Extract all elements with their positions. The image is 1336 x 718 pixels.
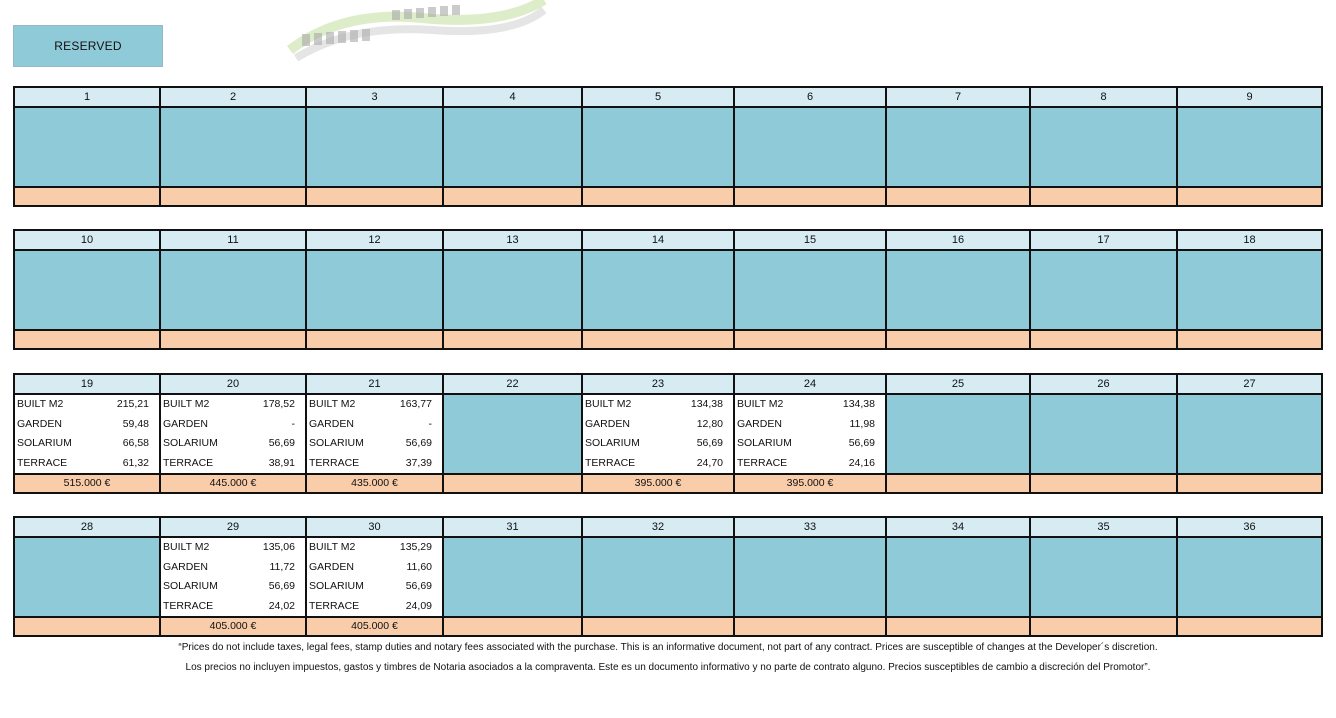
spec-value: 56,69 <box>405 580 432 592</box>
spec-value: 37,39 <box>405 456 432 469</box>
spec-built <box>15 395 159 415</box>
unit-number: 13 <box>443 230 582 250</box>
unit-price <box>886 187 1030 206</box>
spec-value: 24,70 <box>696 456 723 469</box>
spec-terrace <box>161 454 305 474</box>
unit-block-4 <box>13 516 1323 637</box>
spec-terrace <box>583 454 733 474</box>
unit-number: 7 <box>886 87 1030 107</box>
unit-price <box>1030 187 1177 206</box>
spec-label: BUILT M2 <box>163 541 210 553</box>
spec-value: 135,29 <box>399 541 432 553</box>
spec-value: - <box>291 417 295 430</box>
spec-value: 11,98 <box>849 417 875 430</box>
spec-value: 56,69 <box>696 437 723 449</box>
unit-number: 23 <box>582 374 734 394</box>
reserved-legend-label: RESERVED <box>54 39 122 53</box>
unit-number: 6 <box>734 87 886 107</box>
spec-solarium <box>161 434 305 454</box>
spec-label: BUILT M2 <box>17 398 64 410</box>
spec-value: 38,91 <box>268 456 295 469</box>
unit-reserved[interactable] <box>734 107 886 187</box>
spec-value: 163,77 <box>399 398 432 410</box>
spec-value: 59,48 <box>122 417 149 430</box>
disclaimer-spanish: Los precios no incluyen impuestos, gastos y timbres de Notaria asociados a la compraventa. Este es un documento informativo y no parte de contrato alguno. Precios susceptibles de cambio a discreción del Promotor”. <box>185 662 1151 673</box>
spec-label: TERRACE <box>163 599 214 612</box>
spec-label: SOLARIUM <box>585 437 640 449</box>
spec-label: GARDEN <box>163 417 208 430</box>
spec-garden <box>161 558 305 578</box>
unit-price <box>886 617 1030 636</box>
spec-label: SOLARIUM <box>163 580 218 592</box>
spec-solarium <box>735 434 885 454</box>
spec-label: GARDEN <box>309 560 354 573</box>
unit-reserved[interactable] <box>886 537 1030 617</box>
unit-details[interactable] <box>306 537 443 617</box>
unit-number: 18 <box>1177 230 1322 250</box>
unit-reserved[interactable] <box>1177 107 1322 187</box>
spec-label: SOLARIUM <box>309 437 364 449</box>
spec-label: BUILT M2 <box>737 398 784 410</box>
spec-terrace <box>15 454 159 474</box>
unit-price <box>582 187 734 206</box>
unit-price: 515.000 € <box>14 474 160 493</box>
unit-number: 2 <box>160 87 306 107</box>
unit-reserved[interactable] <box>306 250 443 330</box>
spec-garden <box>161 415 305 435</box>
unit-reserved[interactable] <box>1177 250 1322 330</box>
spec-garden <box>583 415 733 435</box>
unit-reserved[interactable] <box>1177 537 1322 617</box>
spec-label: BUILT M2 <box>309 541 356 553</box>
unit-price <box>14 187 160 206</box>
spec-value: 24,16 <box>848 456 875 469</box>
disclaimer-english: “Prices do not include taxes, legal fees, stamp duties and notary fees associated with the purchase. This is an informative document, not part of any contract. Prices are susceptible of changes at the Developer´s discretion. <box>178 642 1158 653</box>
spec-label: SOLARIUM <box>309 580 364 592</box>
unit-price <box>1030 617 1177 636</box>
unit-number: 24 <box>734 374 886 394</box>
unit-details[interactable] <box>160 394 306 474</box>
spec-label: GARDEN <box>737 417 782 430</box>
unit-reserved[interactable] <box>443 537 582 617</box>
spec-garden <box>307 558 442 578</box>
spec-label: GARDEN <box>17 417 62 430</box>
spec-value: 135,06 <box>262 541 295 553</box>
unit-price <box>582 330 734 349</box>
spec-label: TERRACE <box>17 456 68 469</box>
unit-reserved[interactable] <box>160 250 306 330</box>
spec-solarium <box>15 434 159 454</box>
unit-price <box>14 617 160 636</box>
unit-number: 29 <box>160 517 306 537</box>
spec-terrace <box>735 454 885 474</box>
unit-number: 31 <box>443 517 582 537</box>
unit-number: 30 <box>306 517 443 537</box>
spec-value: 12,80 <box>696 417 723 430</box>
unit-reserved[interactable] <box>14 250 160 330</box>
spec-label: BUILT M2 <box>309 398 356 410</box>
unit-reserved[interactable] <box>734 250 886 330</box>
unit-price <box>160 187 306 206</box>
unit-number: 28 <box>14 517 160 537</box>
unit-number: 21 <box>306 374 443 394</box>
unit-reserved[interactable] <box>1030 394 1177 474</box>
unit-price: 435.000 € <box>306 474 443 493</box>
unit-block-1 <box>13 86 1323 207</box>
unit-reserved[interactable] <box>1030 537 1177 617</box>
unit-number: 35 <box>1030 517 1177 537</box>
unit-reserved[interactable] <box>886 107 1030 187</box>
unit-price <box>582 617 734 636</box>
spec-value: - <box>428 417 432 430</box>
unit-number: 11 <box>160 230 306 250</box>
unit-number: 33 <box>734 517 886 537</box>
unit-details[interactable] <box>306 394 443 474</box>
spec-solarium <box>583 434 733 454</box>
unit-number: 12 <box>306 230 443 250</box>
spec-built <box>307 538 442 558</box>
spec-value: 178,52 <box>262 398 295 410</box>
unit-reserved[interactable] <box>306 107 443 187</box>
unit-reserved[interactable] <box>886 394 1030 474</box>
unit-number: 15 <box>734 230 886 250</box>
unit-reserved[interactable] <box>443 250 582 330</box>
spec-terrace <box>307 454 442 474</box>
unit-price <box>1177 617 1322 636</box>
spec-solarium <box>307 577 442 597</box>
unit-number: 20 <box>160 374 306 394</box>
unit-number: 26 <box>1030 374 1177 394</box>
unit-number: 27 <box>1177 374 1322 394</box>
spec-label: TERRACE <box>163 456 214 469</box>
spec-solarium <box>161 577 305 597</box>
spec-label: GARDEN <box>585 417 630 430</box>
unit-number: 3 <box>306 87 443 107</box>
spec-label: SOLARIUM <box>17 437 72 449</box>
spec-value: 24,09 <box>405 599 432 612</box>
unit-price <box>306 330 443 349</box>
unit-price: 395.000 € <box>734 474 886 493</box>
unit-price <box>306 187 443 206</box>
unit-number: 34 <box>886 517 1030 537</box>
unit-price <box>160 330 306 349</box>
unit-price <box>443 187 582 206</box>
unit-reserved[interactable] <box>886 250 1030 330</box>
spec-label: GARDEN <box>163 560 208 573</box>
spec-label: TERRACE <box>309 456 360 469</box>
unit-reserved[interactable] <box>443 107 582 187</box>
spec-built <box>307 395 442 415</box>
unit-number: 14 <box>582 230 734 250</box>
spec-value: 56,69 <box>268 437 295 449</box>
spec-value: 61,32 <box>122 456 149 469</box>
spec-label: BUILT M2 <box>585 398 632 410</box>
unit-reserved[interactable] <box>1030 250 1177 330</box>
unit-price: 445.000 € <box>160 474 306 493</box>
unit-price <box>886 474 1030 493</box>
unit-reserved[interactable] <box>14 107 160 187</box>
site-plan-graphic <box>282 0 552 62</box>
spec-terrace <box>161 597 305 617</box>
spec-label: TERRACE <box>737 456 788 469</box>
unit-price <box>734 617 886 636</box>
spec-solarium <box>307 434 442 454</box>
unit-number: 5 <box>582 87 734 107</box>
spec-value: 11,72 <box>269 560 295 573</box>
unit-reserved[interactable] <box>1030 107 1177 187</box>
spec-garden <box>307 415 442 435</box>
spec-label: SOLARIUM <box>737 437 792 449</box>
unit-number: 8 <box>1030 87 1177 107</box>
unit-reserved[interactable] <box>443 394 582 474</box>
unit-number: 1 <box>14 87 160 107</box>
unit-reserved[interactable] <box>14 537 160 617</box>
unit-price <box>1177 474 1322 493</box>
spec-value: 56,69 <box>848 437 875 449</box>
spec-label: SOLARIUM <box>163 437 218 449</box>
unit-number: 22 <box>443 374 582 394</box>
reserved-legend <box>13 25 163 67</box>
unit-number: 19 <box>14 374 160 394</box>
spec-value: 215,21 <box>116 398 149 410</box>
spec-built <box>735 395 885 415</box>
unit-price: 405.000 € <box>306 617 443 636</box>
spec-label: GARDEN <box>309 417 354 430</box>
unit-reserved[interactable] <box>734 537 886 617</box>
unit-price <box>443 330 582 349</box>
unit-price <box>1030 474 1177 493</box>
unit-number: 17 <box>1030 230 1177 250</box>
unit-number: 32 <box>582 517 734 537</box>
spec-value: 11,60 <box>406 560 432 573</box>
unit-price: 405.000 € <box>160 617 306 636</box>
unit-price <box>1177 187 1322 206</box>
unit-price <box>1177 330 1322 349</box>
unit-number: 10 <box>14 230 160 250</box>
unit-reserved[interactable] <box>582 107 734 187</box>
unit-details[interactable] <box>160 537 306 617</box>
unit-price <box>734 330 886 349</box>
unit-number: 36 <box>1177 517 1322 537</box>
spec-value: 24,02 <box>268 599 295 612</box>
spec-label: BUILT M2 <box>163 398 210 410</box>
unit-price <box>443 617 582 636</box>
unit-price <box>14 330 160 349</box>
unit-reserved[interactable] <box>582 250 734 330</box>
spec-label: TERRACE <box>309 599 360 612</box>
unit-block-2 <box>13 229 1323 350</box>
unit-price <box>734 187 886 206</box>
spec-built <box>161 538 305 558</box>
unit-reserved[interactable] <box>582 537 734 617</box>
unit-details[interactable] <box>734 394 886 474</box>
unit-number: 4 <box>443 87 582 107</box>
unit-price <box>886 330 1030 349</box>
spec-terrace <box>307 597 442 617</box>
spec-value: 56,69 <box>268 580 295 592</box>
spec-value: 134,38 <box>690 398 723 410</box>
unit-details[interactable] <box>14 394 160 474</box>
unit-reserved[interactable] <box>160 107 306 187</box>
spec-value: 134,38 <box>842 398 875 410</box>
unit-price: 395.000 € <box>582 474 734 493</box>
unit-number: 16 <box>886 230 1030 250</box>
unit-reserved[interactable] <box>1177 394 1322 474</box>
spec-built <box>583 395 733 415</box>
spec-garden <box>15 415 159 435</box>
spec-label: TERRACE <box>585 456 636 469</box>
spec-value: 66,58 <box>122 437 149 449</box>
unit-number: 25 <box>886 374 1030 394</box>
spec-garden <box>735 415 885 435</box>
unit-number: 9 <box>1177 87 1322 107</box>
spec-value: 56,69 <box>405 437 432 449</box>
unit-details[interactable] <box>582 394 734 474</box>
unit-price <box>1030 330 1177 349</box>
spec-built <box>161 395 305 415</box>
unit-price <box>443 474 582 493</box>
unit-block-3 <box>13 373 1323 494</box>
